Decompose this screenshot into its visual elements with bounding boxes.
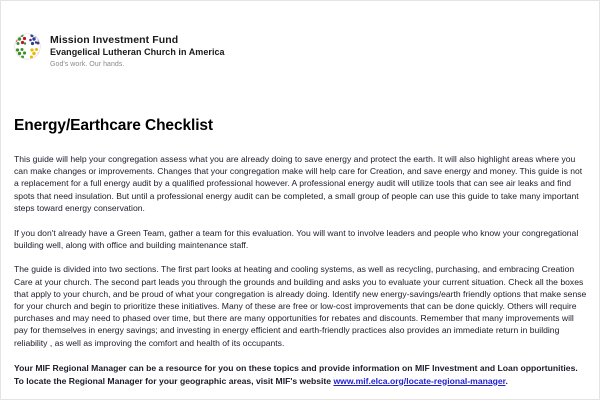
body-paragraph: The guide is divided into two sections. The first part looks at heating and cooling systems, as well as recycling, purchasing, and embracing Creation Care at your church. The second part leads you through the grounds and building and asks you to evaluate your current situation. Check all the boxes that apply to your church, and be proud of what your congregation is already doing. Identify new energy-savings/earth friendly options that make sense for your church and begin to prioritize these initiatives. Many of these are free or low-cost improvements that can be done quickly. Others will require purchases and may need to phased over time, but there are many opportunities for rebates and discounts. Remember that many improvements will pay for themselves in energy savings; and investing in energy efficient and earth-friendly practices also provides an immediate return in building reliability , as well as improving the comfort and health of its occupants. (14, 264, 587, 348)
page-title: Energy/Earthcare Checklist (14, 117, 213, 134)
body-paragraph: This guide will help your congregation assess what you are already doing to save energy and protect the earth. It will also highlight areas where you can make changes or improvements. Changes that your congregation make will help care for Creation, and save energy and money. This guide is not a replacement for a full energy audit by a qualified professional however. A professional energy audit will utilize tools that can see air leaks and find spots that need insulation. But until a professional energy audit can be completed, a small group of people can use this guide to take many important steps toward energy conservation. (14, 154, 583, 213)
closing-text-after-link: . (505, 375, 508, 386)
closing-paragraph (14, 362, 587, 386)
elca-cross-circle-logo-icon (14, 33, 41, 60)
letterhead-text (50, 32, 225, 70)
letterhead (1, 1, 599, 70)
parent-organization-name: Evangelical Lutheran Church in America (50, 47, 225, 57)
body-paragraph: If you don't already have a Green Team, gather a team for this evaluation. You will want to involve leaders and people who know your congregational building well, along with office and building maintenance staff. (14, 227, 579, 250)
organization-tagline: God's work. Our hands. (50, 61, 125, 68)
document-content (1, 117, 599, 387)
organization-name: Mission Investment Fund (50, 34, 179, 46)
closing-text-before-link: Your MIF Regional Manager can be a resource for you on these topics and provide information on MIF Investment and Loan opportunities. To locate the Regional Manager for your geographic areas, visit MIF's website (14, 363, 578, 386)
regional-manager-link[interactable]: www.mif.elca.org/locate-regional-manager (333, 375, 506, 386)
